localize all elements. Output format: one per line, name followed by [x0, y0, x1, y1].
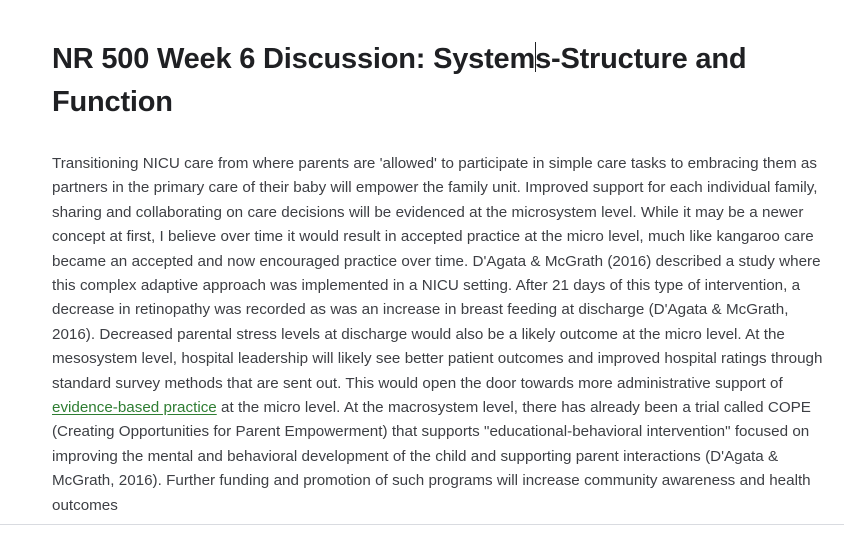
body-text-end: at the micro level. At the macrosystem level, there has already been a trial called COPE (Creating Opportunities for Parent Empowerment) that supports "educational-behavioral intervention" focused on improving the mental and behavioral development of the child and supporting parent interactions (D'Agata & McGrath, 2016). Further funding and promotion of such programs will increase community awareness and health outcomes	[52, 399, 811, 514]
body-paragraph	[52, 152, 827, 518]
bottom-mask	[0, 525, 844, 535]
body-text-start: Transitioning NICU care from where parents are 'allowed' to participate in simple care tasks to embracing them as partners in the primary care of their baby will empower the family unit. Improved support for each individual family, sharing and collaborating on care decisions will be evidenced at the microsystem level. While it may be a newer concept at first, I believe over time it would result in accepted practice at the micro level, much like kangaroo care became an accepted and now encouraged practice over time. D'Agata & McGrath (2016) described a study where this complex adaptive approach was implemented in a NICU setting. After 21 days of this type of intervention, a decrease in retinopathy was recorded as was an increase in breast feeding at discharge (D'Agata & McGrath, 2016). Decreased parental stress levels at discharge would also be a likely outcome at the micro level. At the mesosystem level, hospital leadership will likely see better patient outcomes and improved hospital ratings through standard survey methods that are sent out. This would open the door towards more administrative support of	[52, 155, 823, 392]
title-text-start: NR 500 Week 6 Discussion: System	[52, 43, 536, 75]
page-title	[52, 38, 812, 124]
evidence-based-practice-link[interactable]: evidence-based practice	[52, 399, 217, 417]
title-text-end: s-Structure and Function	[52, 43, 747, 118]
